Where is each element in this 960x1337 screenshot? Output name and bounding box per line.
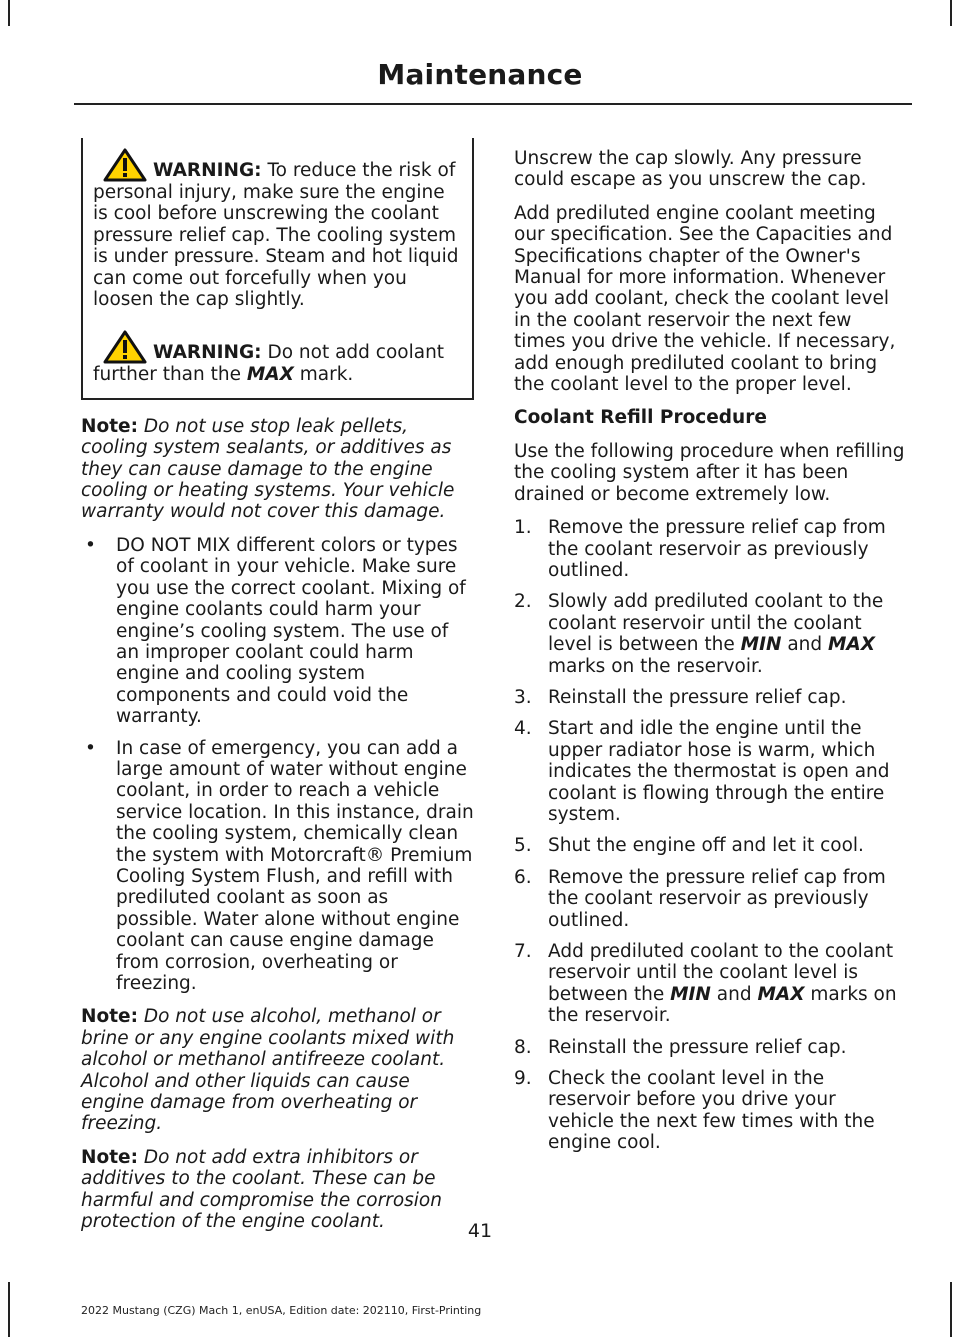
- list-item: [514, 687, 907, 708]
- warning-box: [81, 138, 474, 400]
- warning-2-text-b: mark.: [293, 364, 354, 386]
- note-2: [81, 1006, 474, 1134]
- footer-edition: 2022 Mustang (CZG) Mach 1, enUSA, Edition date: 202110, First-Printing: [81, 1304, 482, 1317]
- bullet-text: DO NOT MIX different colors or types of coolant in your vehicle. Make sure you use the correct coolant. Mixing of engine coolants could harm your engine’s cooling system. The use of an improper coolant could harm engine and cooling system components and could void the warranty.: [116, 534, 466, 728]
- warning-2-max: MAX: [246, 364, 294, 386]
- page-number: 41: [467, 1220, 493, 1242]
- step-text: Start and idle the engine until the upper radiator hose is warm, which indicates the thermostat is open and coolant is flowing through the entire system.: [548, 718, 890, 825]
- step-and: and: [781, 634, 829, 656]
- min-mark-label: MIN: [740, 634, 782, 656]
- note-1: [81, 416, 474, 523]
- paragraph-unscrew: Unscrew the cap slowly. Any pressure could escape as you unscrew the cap.: [514, 148, 867, 191]
- note-1-text: Do not use stop leak pellets, cooling system sealants, or additives as they can cause damage to the engine cooling or heating systems. Your vehicle warranty would not cover this damage.: [81, 415, 455, 523]
- list-item: [514, 867, 907, 931]
- step-text: Remove the pressure relief cap from the coolant reservoir as previously outlined.: [548, 517, 886, 581]
- page-title: Maintenance: [377, 58, 583, 91]
- step-number: 7.: [514, 941, 532, 962]
- left-column: [81, 138, 474, 1244]
- min-mark-label: MIN: [670, 983, 711, 1005]
- step-text: Shut the engine off and let it cool.: [548, 835, 864, 857]
- step-number: 5.: [514, 835, 532, 857]
- list-item: [514, 718, 907, 825]
- bullet-mark: •: [85, 737, 96, 759]
- step-number: 2.: [514, 591, 532, 613]
- list-item: [514, 835, 907, 856]
- step-text-b: marks on the reservoir.: [548, 655, 763, 677]
- max-mark-label: MAX: [828, 634, 876, 656]
- warning-1: [93, 148, 464, 310]
- crop-mark-bottom-left: [8, 1282, 10, 1337]
- warning-2-label: WARNING:: [153, 342, 262, 364]
- step-text: Check the coolant level in the reservoir before you drive your vehicle the next few times with the engine cool.: [548, 1068, 875, 1154]
- step-number: 8.: [514, 1036, 532, 1058]
- step-text-a: Add prediluted coolant to the coolant reservoir until the coolant level is between the: [548, 941, 894, 1005]
- paragraph-add-coolant: Add prediluted engine coolant meeting our specification. See the Capacities and Specifications chapter of the Owner's Manual for more information. Whenever you add coolant, check the coolant level in the coolant reservoir the next few times you drive the vehicle. If necessary, add enough prediluted coolant to bring the coolant level to the proper level.: [514, 202, 896, 396]
- list-item: [514, 941, 907, 1027]
- crop-mark-top-left: [8, 0, 10, 26]
- paragraph-procedure-intro: Use the following procedure when refilling the cooling system after it has been drained or become extremely low.: [514, 440, 905, 505]
- step-text-a: Slowly add prediluted coolant to the coolant reservoir until the coolant level is between the: [548, 591, 884, 656]
- list-item: [514, 1037, 907, 1058]
- warning-2: [93, 330, 464, 385]
- procedure-steps: [514, 517, 907, 1154]
- warning-triangle-icon: [103, 148, 147, 182]
- step-number: 3.: [514, 686, 532, 708]
- warning-triangle-icon: [103, 330, 147, 364]
- warning-1-text: To reduce the risk of personal injury, make sure the engine is cool before unscrewing the coolant pressure relief cap. The cooling system is under pressure. Steam and hot liquid can come out forcefully when you loosen the cap slightly.: [93, 160, 459, 311]
- crop-mark-bottom-right: [950, 1282, 952, 1337]
- list-item: [514, 1068, 907, 1154]
- list-item: [514, 517, 907, 581]
- right-column: [514, 148, 907, 1164]
- section-heading: Coolant Refill Procedure: [514, 407, 767, 429]
- step-text: Remove the pressure relief cap from the coolant reservoir as previously outlined.: [548, 866, 886, 931]
- crop-mark-top-right: [950, 0, 952, 26]
- note-3-text: Do not add extra inhibitors or additives to the coolant. These can be harmful and compromise the corrosion protection of the engine coolant.: [81, 1146, 442, 1233]
- list-item: [514, 591, 907, 677]
- step-number: 4.: [514, 718, 532, 740]
- step-number: 6.: [514, 866, 532, 888]
- bullet-mark: •: [85, 534, 96, 556]
- title-divider: [74, 103, 912, 105]
- list-item: [81, 738, 474, 995]
- step-text: Reinstall the pressure relief cap.: [548, 686, 847, 708]
- max-mark-label: MAX: [757, 983, 805, 1005]
- bullet-list: [81, 535, 474, 995]
- note-3-label: Note:: [81, 1146, 138, 1168]
- step-number: 1.: [514, 517, 532, 539]
- note-2-text: Do not use alcohol, methanol or brine or any engine coolants mixed with alcohol or methanol antifreeze coolant. Alcohol and other liquids can cause engine damage from overheating or freezing.: [81, 1006, 455, 1135]
- note-1-label: Note:: [81, 415, 138, 437]
- step-number: 9.: [514, 1068, 532, 1090]
- step-text-b: marks on the reservoir.: [548, 983, 897, 1027]
- warning-2-text-a: Do not add coolant further than the: [93, 342, 445, 386]
- step-text: Reinstall the pressure relief cap.: [548, 1036, 847, 1058]
- warning-1-label: WARNING:: [153, 160, 262, 181]
- step-and: and: [710, 983, 758, 1005]
- note-2-label: Note:: [81, 1006, 138, 1028]
- list-item: [81, 535, 474, 728]
- bullet-text: In case of emergency, you can add a large amount of water without engine coolant, in order to reach a vehicle service location. In this instance, drain the cooling system, chemically clean the system with Motorcraft® Premium Cooling System Flush, and refill with prediluted coolant as soon as possible. Water alone without engine coolant can cause engine damage from corrosion, overheating or freezing.: [116, 737, 474, 994]
